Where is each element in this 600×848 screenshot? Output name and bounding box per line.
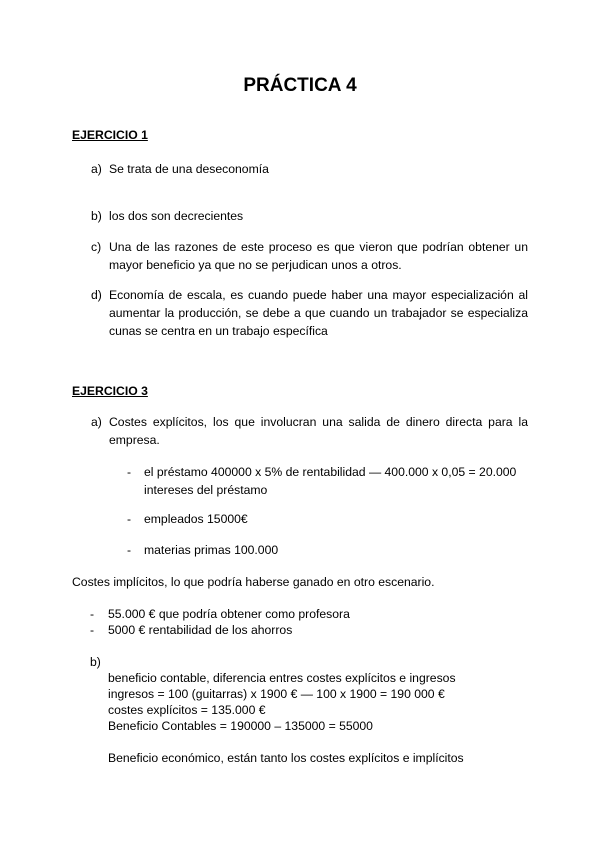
item-text-line-2: empresa. [109, 433, 160, 447]
bullet-text: 55.000 € que podría obtener como profesora [108, 607, 350, 621]
ejercicio-1-item-b [91, 207, 528, 225]
item-label: c) [91, 240, 102, 254]
subitem-text: materias primas 100.000 [144, 543, 279, 557]
ingresos-line: ingresos = 100 (guitarras) x 1900 € — 100 x 1900 = 190 000 € [108, 687, 445, 701]
bullet-ahorros [90, 621, 292, 639]
item-text-line-2: mayor beneficio ya que no se perjudican unos a otros. [109, 258, 402, 272]
ejercicio-1-item-c [91, 238, 528, 274]
ejercicio-3-heading: EJERCICIO 3 [72, 384, 148, 398]
dash-marker: - [90, 607, 95, 621]
subitem-text: empleados 15000€ [144, 512, 248, 526]
costes-explicitos-line: costes explícitos = 135.000 € [108, 703, 266, 717]
ejercicio-3-item-b-label: b) [90, 655, 101, 669]
item-label: d) [91, 288, 102, 302]
dash-marker: - [127, 512, 132, 526]
subitem-materias-primas [127, 541, 528, 559]
item-text-line-3: cunas se centra en un trabajo específica [109, 324, 328, 338]
beneficio-contables-line: Beneficio Contables = 190000 – 135000 = 55000 [108, 719, 373, 733]
item-label: b) [91, 209, 102, 223]
dash-marker: - [90, 623, 95, 637]
beneficio-contable-line: beneficio contable, diferencia entres costes explícitos e ingresos [108, 671, 456, 685]
item-text-line-2: aumentar la producción, se debe a que cuando un trabajador se especializa [109, 306, 528, 320]
beneficio-economico-line: Beneficio económico, están tanto los costes explícitos e implícitos [108, 751, 464, 765]
item-text: los dos son decrecientes [109, 209, 244, 223]
page-title: PRÁCTICA 4 [243, 75, 357, 96]
dash-marker: - [127, 465, 132, 479]
item-label: a) [91, 415, 102, 429]
dash-marker: - [127, 543, 132, 557]
ejercicio-1-item-a [91, 160, 528, 178]
subitem-text-line-1: el préstamo 400000 x 5% de rentabilidad — 400.000 x 0,05 = 20.000 [144, 465, 517, 479]
item-text: Se trata de una deseconomía [109, 162, 269, 176]
item-text-line-1: Economía de escala, es cuando puede haber una mayor especialización al [109, 288, 528, 302]
bullet-text: 5000 € rentabilidad de los ahorros [108, 623, 293, 637]
ejercicio-1-heading: EJERCICIO 1 [72, 128, 148, 142]
item-text-line-1: Una de las razones de este proceso es que vieron que podrían obtener un [109, 240, 528, 254]
ejercicio-3-item-a [91, 413, 528, 449]
subitem-text-line-2: intereses del préstamo [144, 483, 268, 497]
subitem-empleados [127, 510, 528, 528]
ejercicio-1-item-d [91, 286, 528, 340]
item-text-line-1: Costes explícitos, los que involucran una salida de dinero directa para la [109, 415, 528, 429]
costes-implicitos-intro: Costes implícitos, lo que podría haberse ganado en otro escenario. [72, 575, 435, 589]
subitem-prestamo [127, 463, 528, 499]
item-label: a) [91, 162, 102, 176]
